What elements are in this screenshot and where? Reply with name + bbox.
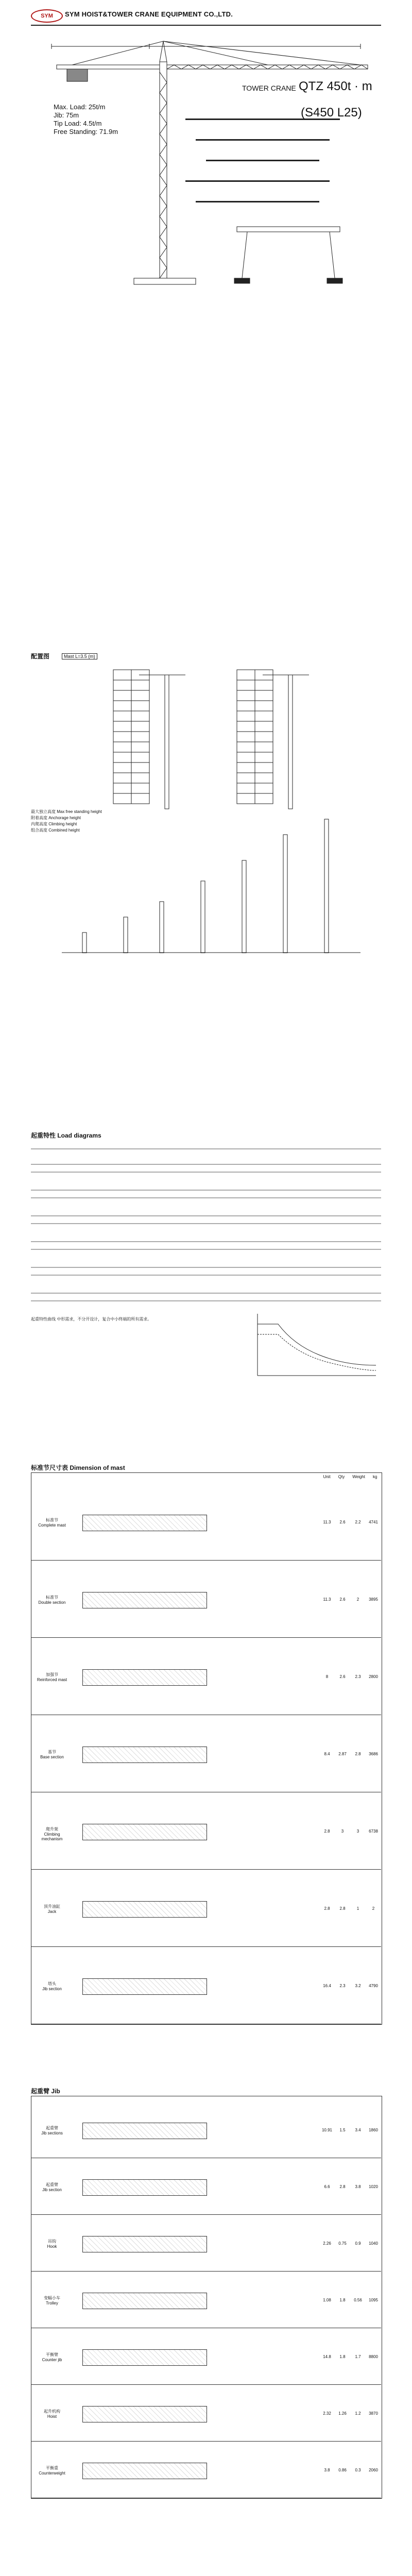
crane-model-sub: (S450 L25) [301,106,362,120]
legend-item: 内爬高度 Climbing height [31,822,77,826]
component-name-cn: 标准节 [46,1518,58,1522]
component-drawing [82,2236,207,2252]
component-name-en: Complete mast [38,1523,66,1528]
mast-title: 标准节尺寸表 Dimension of mast [31,1464,125,1471]
component-name-en: Jib section [42,2188,62,2192]
component-drawing [82,1978,207,1995]
value-cell: 3.8 [355,2184,361,2189]
value-cell: 2 [356,1597,359,1602]
value-cell: 3.4 [355,2128,361,2132]
jib-title: 起重臂 Jib [31,2088,60,2095]
component-name-en: Jib sections [41,2131,63,2136]
row-divider [31,1560,381,1561]
value-cell: 3 [341,1829,344,1834]
value-cell: 3686 [369,1752,378,1756]
crane-model: QTZ 450t · m [299,79,372,93]
value-cell: 2 [372,1906,375,1911]
component-name-cn: 平衡重 [46,2466,58,2470]
value-cell: 1095 [369,2298,378,2302]
value-cell: 8800 [369,2354,378,2359]
component-label [34,1826,70,1841]
header-divider [31,25,381,26]
value-cell: 0.56 [354,2298,362,2302]
spec-list [54,103,118,136]
legend-item: 最大独立高度 Max free standing height [31,809,102,814]
height-legend [31,809,102,834]
component-label [34,2295,70,2306]
component-drawing [82,2349,207,2366]
component-name-cn: 加强节 [46,1672,58,1677]
load-title: 起重特性 Load diagrams [31,1132,101,1139]
component-drawing [82,1824,207,1840]
col-kg: kg [373,1475,377,1479]
component-label [34,1981,70,1991]
component-name-cn: 吊钩 [48,2239,56,2244]
component-drawing [82,1669,207,1686]
value-cell: 2.8 [324,1829,330,1834]
value-cell: 2.87 [338,1752,347,1756]
value-cell: 1040 [369,2241,378,2246]
component-name-en: Counter jib [42,2358,62,2362]
component-label [34,2409,70,2419]
value-cell: 2.8 [339,2184,346,2189]
component-name-cn: 起重臂 [46,2182,58,2187]
value-cell: 14.8 [323,2354,331,2359]
component-name-cn: 塔头 [48,1981,56,1986]
value-cell: 2.8 [355,1752,361,1756]
value-cell: 2.6 [339,1597,346,1602]
row-divider [31,1946,381,1947]
value-cell: 3.2 [355,1984,361,1988]
value-cell: 6738 [369,1829,378,1834]
component-label [34,2239,70,2249]
value-cell: 0.75 [338,2241,347,2246]
component-drawing [82,1901,207,1918]
config-title: 配置图 [31,653,50,660]
component-label [34,1904,70,1914]
config-subtitle: Mast L=3.5 (m) [62,653,97,659]
value-cell: 3870 [369,2411,378,2416]
row-divider [31,1637,381,1638]
value-cell: 2.2 [355,1520,361,1524]
component-name-en: Hoist [47,2414,57,2419]
component-label [34,2125,70,2136]
row-divider [31,2384,381,2385]
value-cell: 1.8 [339,2298,346,2302]
component-name-en: Jib section [42,1987,62,1991]
mast-header [319,1475,381,1479]
component-drawing [82,2293,207,2309]
component-name-en: Base section [40,1755,64,1759]
component-name-cn: 平衡臂 [46,2352,58,2357]
crane-type-label: TOWER CRANE [242,84,296,92]
legend-item: 附着高度 Anchorage height [31,816,81,820]
value-cell: 2.6 [339,1674,346,1679]
component-drawing [82,1747,207,1763]
row-divider [31,2271,381,2272]
value-cell: 2.26 [323,2241,331,2246]
spec-item: Max. Load: 25t/m [54,103,106,111]
value-cell: 1 [356,1906,359,1911]
value-cell: 1.5 [339,2128,346,2132]
value-cell: 2060 [369,2468,378,2472]
component-label [34,1672,70,1682]
value-cell: 11.3 [323,1520,331,1524]
col-qty: Qty [338,1475,345,1479]
component-label [34,2465,70,2476]
value-cell: 1.7 [355,2354,361,2359]
value-cell: 0.9 [355,2241,361,2246]
spec-item: Free Standing: 71.9m [54,128,118,135]
component-label [34,2352,70,2362]
value-cell: 3895 [369,1597,378,1602]
legend-item: 组合高度 Combined height [31,828,80,833]
value-cell: 1.2 [355,2411,361,2416]
component-drawing [82,2179,207,2196]
crane-elevation-drawing [31,31,381,299]
value-cell: 4790 [369,1984,378,1988]
component-name-cn: 标准节 [46,1595,58,1600]
value-cell: 1.26 [338,2411,347,2416]
component-name-en: Climbing mechanism [41,1832,63,1841]
component-drawing [82,2123,207,2139]
value-cell: 3.8 [324,2468,330,2472]
component-name-en: Trolley [46,2301,58,2306]
component-label [34,1595,70,1605]
value-cell: 2800 [369,1674,378,1679]
value-cell: 2.8 [324,1906,330,1911]
component-label [34,2182,70,2192]
component-name-en: Double section [38,1600,66,1605]
value-cell: 0.3 [355,2468,361,2472]
component-name-cn: 爬升架 [46,1827,58,1832]
value-cell: 2.8 [339,1906,346,1911]
company-name: SYM HOIST&TOWER CRANE EQUIPMENT CO.,LTD. [65,10,233,18]
value-cell: 10.91 [321,2128,333,2132]
component-name-en: Counterweight [39,2471,65,2476]
value-cell: 8 [325,1674,329,1679]
row-divider [31,2214,381,2215]
component-name-cn: 基节 [48,1750,56,1754]
load-note: 起重特性曲线 中形需求，不分开设计，复合中小终端的所有需求。 [31,1317,152,1321]
value-cell: 16.4 [323,1984,331,1988]
component-name-en: Reinforced mast [37,1677,67,1682]
value-cell: 2.3 [339,1984,346,1988]
row-divider [31,1869,381,1870]
component-name-cn: 起升机构 [44,2409,60,2414]
value-cell: 4741 [369,1520,378,1524]
component-name-cn: 顶升油缸 [44,1904,60,1909]
col-unit: Unit [323,1475,331,1479]
value-cell: 1.08 [323,2298,331,2302]
component-name-cn: 起重臂 [46,2126,58,2130]
component-name-cn: 变幅小车 [44,2296,60,2300]
value-cell: 11.3 [323,1597,331,1602]
value-cell: 1860 [369,2128,378,2132]
component-drawing [82,2406,207,2422]
value-cell: 0.86 [338,2468,347,2472]
value-cell: 1020 [369,2184,378,2189]
value-cell: 2.6 [339,1520,346,1524]
component-label [34,1749,70,1759]
load-curve-chart [247,1309,381,1386]
spec-item: Tip Load: 4.5t/m [54,120,102,127]
component-drawing [82,1592,207,1608]
value-cell: 2.3 [355,1674,361,1679]
value-cell: 3 [356,1829,359,1834]
value-cell: 2.32 [323,2411,331,2416]
component-drawing [82,2463,207,2479]
row-divider [31,2441,381,2442]
col-weight: Weight [352,1475,365,1479]
component-name-en: Jack [47,1909,57,1914]
value-cell: 8.4 [324,1752,330,1756]
component-name-en: Hook [47,2244,57,2249]
company-logo: SYM [31,9,63,23]
value-cell: 6.6 [324,2184,330,2189]
component-drawing [82,1515,207,1531]
value-cell: 1.8 [339,2354,346,2359]
component-label [34,1517,70,1528]
spec-item: Jib: 75m [54,111,79,119]
